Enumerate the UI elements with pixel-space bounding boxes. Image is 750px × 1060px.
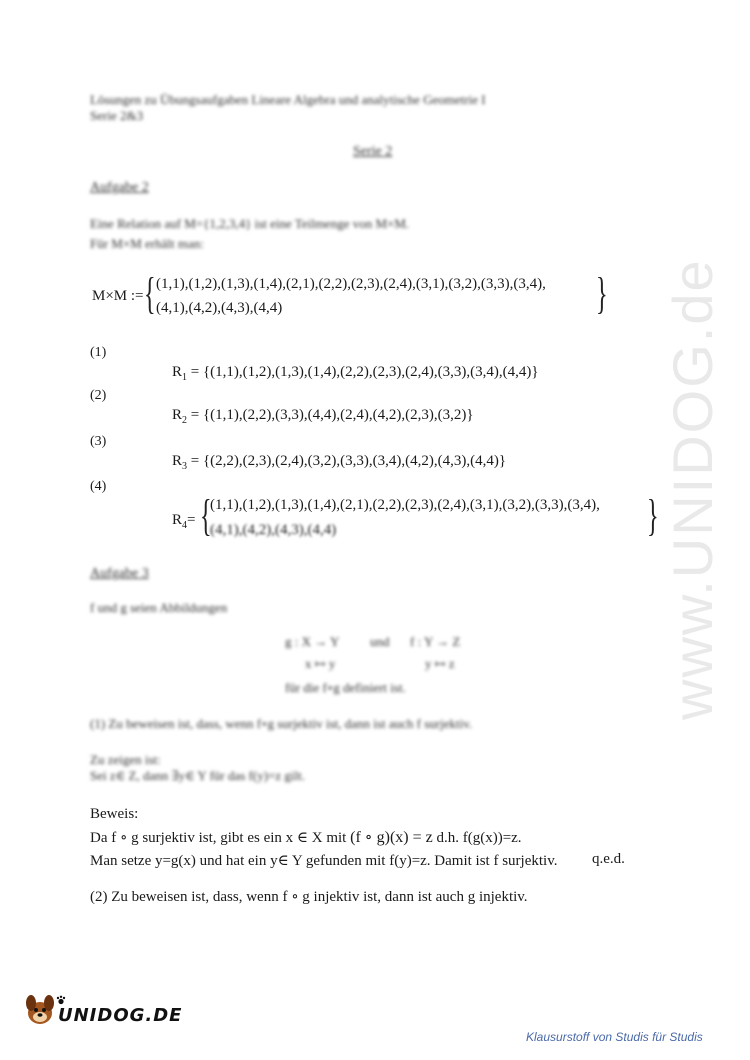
aufgabe2-intro-1: Eine Relation auf M={1,2,3,4} ist eine Teilmenge von M×M. bbox=[90, 216, 410, 231]
item-3-number: (3) bbox=[90, 434, 107, 449]
relation-r4-row-2: (4,1),(4,2),(4,3),(4,4) bbox=[210, 522, 337, 538]
left-brace-icon: { bbox=[144, 269, 156, 318]
r4-right-brace-icon: } bbox=[647, 491, 659, 540]
relation-r3-sub: 3 bbox=[182, 461, 188, 472]
mxm-row-2: (4,1),(4,2),(4,3),(4,4) bbox=[156, 300, 283, 316]
relation-r4-eq: = bbox=[187, 512, 196, 528]
unidog-logo[interactable] bbox=[22, 993, 183, 1027]
relation-r2-set: = {(1,1),(2,2),(3,3),(4,4),(2,4),(4,2),(2,3),(3,2)} bbox=[190, 407, 474, 423]
composition-defined: für die f∘g definiert ist. bbox=[285, 680, 406, 695]
proof-line-1a: Da f ∘ g surjektiv ist, gibt es ein x ∈ X mit bbox=[90, 830, 351, 846]
proof-line-2: Man setze y=g(x) und hat ein y∈ Y gefunden mit f(y)=z. Damit ist f surjektiv. bbox=[90, 853, 558, 869]
relation-r3 bbox=[172, 453, 506, 472]
beweis-label: Beweis: bbox=[90, 806, 139, 822]
relation-r3-label: R bbox=[172, 453, 183, 469]
proof-line-1c: d.h. f(g(x))=z. bbox=[432, 830, 522, 846]
mxm-row-1: (1,1),(1,2),(1,3),(1,4),(2,1),(2,2),(2,3),(2,4),(3,1),(3,2),(3,3),(3,4), bbox=[156, 276, 546, 292]
relation-r2-sub: 2 bbox=[182, 415, 188, 426]
aufgabe2-intro-2: Für M×M erhält man: bbox=[90, 236, 204, 251]
relation-r4-label: R bbox=[172, 512, 183, 528]
relation-r2-label: R bbox=[172, 407, 183, 423]
map-f-element: y ↦ z bbox=[425, 656, 455, 671]
r4-left-brace-icon: { bbox=[200, 491, 212, 540]
relation-r3-set: = {(2,2),(2,3),(2,4),(3,2),(3,3),(3,4),(4,2),(4,3),(4,4)} bbox=[190, 453, 507, 469]
map-g: g : X → Y bbox=[285, 634, 340, 649]
map-and: und bbox=[370, 634, 390, 649]
map-f: f : Y → Z bbox=[410, 634, 461, 649]
aufgabe2-heading: Aufgabe 2 bbox=[90, 180, 149, 195]
zu-zeigen-2: Sei z∈ Z, dann ∃y∈ Y für das f(y)=z gilt. bbox=[90, 768, 305, 783]
relation-r1-sub: 1 bbox=[182, 372, 188, 383]
relation-r1-label: R bbox=[172, 364, 183, 380]
relation-r1 bbox=[172, 364, 539, 383]
header-line-2: Serie 2&3 bbox=[90, 108, 144, 123]
header-line-1: Lösungen zu Übungsaufgaben Lineare Algebra und analytische Geometrie I bbox=[90, 92, 486, 107]
item-1-number: (1) bbox=[90, 345, 107, 360]
proof-line-1b: (f ∘ g)(x) = z bbox=[350, 829, 433, 846]
logo-text: UNIDOG.DE bbox=[58, 1005, 183, 1026]
watermark: www.UNIDOG.de bbox=[661, 258, 724, 720]
aufgabe3-heading: Aufgabe 3 bbox=[90, 566, 149, 581]
claim-2: (2) Zu beweisen ist, dass, wenn f ∘ g injektiv ist, dann ist auch g injektiv. bbox=[90, 889, 528, 905]
map-g-element: x ↦ y bbox=[305, 656, 336, 671]
right-brace-icon: } bbox=[596, 269, 608, 318]
zu-zeigen: Zu zeigen ist: bbox=[90, 752, 161, 767]
qed: q.e.d. bbox=[592, 851, 625, 867]
proof-line-1 bbox=[90, 827, 522, 847]
relation-r2 bbox=[172, 407, 474, 426]
relation-r4-label-wrap bbox=[172, 512, 195, 531]
relation-r1-set: = {(1,1),(1,2),(1,3),(1,4),(2,2),(2,3),(2,4),(3,3),(3,4),(4,4)} bbox=[190, 364, 539, 380]
claim-1: (1) Zu beweisen ist, dass, wenn f∘g surjektiv ist, dann ist auch f surjektiv. bbox=[90, 716, 473, 731]
mxm-label: M×M := bbox=[92, 288, 144, 304]
dog-icon bbox=[22, 993, 58, 1027]
aufgabe3-intro: f und g seien Abbildungen bbox=[90, 600, 228, 615]
footer-tagline[interactable]: Klausurstoff von Studis für Studis bbox=[526, 1030, 703, 1044]
item-2-number: (2) bbox=[90, 388, 107, 403]
item-4-number: (4) bbox=[90, 479, 107, 494]
paw-icon bbox=[56, 995, 66, 1005]
relation-r4-row-1: (1,1),(1,2),(1,3),(1,4),(2,1),(2,2),(2,3),(2,4),(3,1),(3,2),(3,3),(3,4), bbox=[210, 497, 600, 513]
relation-r4-sub: 4 bbox=[182, 520, 188, 531]
serie-title: Serie 2 bbox=[353, 144, 393, 159]
